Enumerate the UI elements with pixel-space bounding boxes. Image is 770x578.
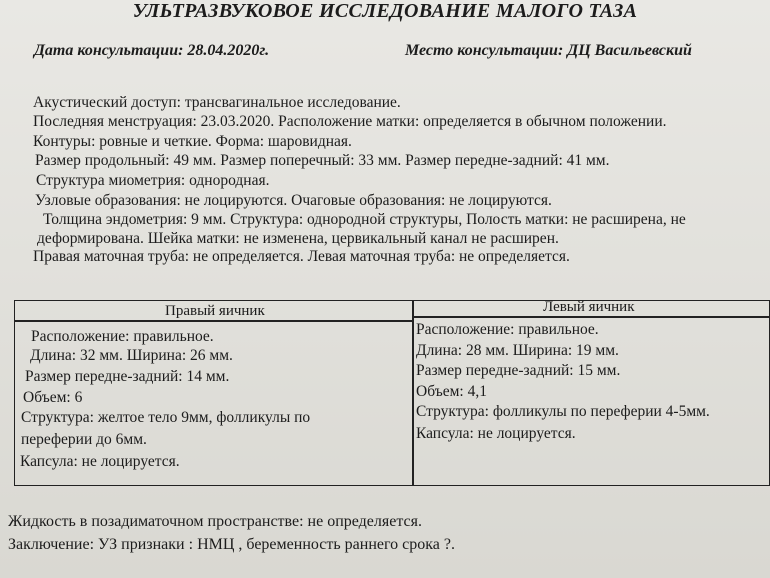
right-ovary-line: Длина: 32 мм. Ширина: 26 мм.	[30, 347, 233, 364]
finding-line: Последняя менструация: 23.03.2020. Расположение матки: определяется в обычном положении.	[33, 113, 667, 130]
left-ovary-line: Объем: 4,1	[416, 383, 487, 400]
table-header-divider-right	[412, 316, 770, 318]
finding-line: Размер продольный: 49 мм. Размер поперечный: 33 мм. Размер передне-задний: 41 мм.	[35, 152, 610, 169]
left-ovary-line: Расположение: правильное.	[416, 321, 599, 338]
finding-line: Правая маточная труба: не определяется. Левая маточная труба: не определяется.	[33, 248, 570, 265]
table-header-divider-left	[15, 320, 412, 322]
finding-line: Акустический доступ: трансвагинальное исследование.	[33, 94, 401, 111]
right-ovary-line: Объем: 6	[23, 389, 83, 406]
finding-line: Узловые образования: не лоцируются. Очаговые образования: не лоцируются.	[35, 192, 552, 209]
fluid-finding: Жидкость в позадиматочном пространстве: не определяется.	[8, 513, 422, 530]
ovary-table	[14, 300, 770, 486]
finding-line: Структура миометрия: однородная.	[36, 172, 270, 189]
consultation-date: Дата консультации: 28.04.2020г.	[34, 42, 270, 59]
right-ovary-line: Расположение: правильное.	[31, 328, 214, 345]
finding-line: Толщина эндометрия: 9 мм. Структура: однородной структуры, Полость матки: не расширена, не	[43, 211, 686, 228]
right-ovary-header: Правый яичник	[165, 303, 265, 319]
right-ovary-line: Структура: желтое тело 9мм, фолликулы по	[21, 409, 311, 426]
left-ovary-line: Капсула: не лоцируется.	[416, 425, 576, 442]
finding-line: Контуры: ровные и четкие. Форма: шаровидная.	[33, 133, 352, 150]
right-ovary-line: Размер передне-задний: 14 мм.	[25, 368, 230, 385]
consultation-place: Место консультации: ДЦ Васильевский	[405, 42, 692, 59]
finding-line: деформирована. Шейка матки: не изменена, цервикальный канал не расширен.	[37, 230, 559, 247]
right-ovary-line: Капсула: не лоцируется.	[20, 453, 180, 470]
table-column-divider	[412, 301, 414, 485]
left-ovary-line: Длина: 28 мм. Ширина: 19 мм.	[416, 342, 619, 359]
conclusion: Заключение: УЗ признаки : НМЦ , беременность раннего срока ?.	[8, 536, 455, 553]
left-ovary-line: Размер передне-задний: 15 мм.	[416, 362, 621, 379]
left-ovary-header: Левый яичник	[543, 299, 635, 315]
left-ovary-line: Структура: фолликулы по переферии 4-5мм.	[416, 403, 710, 420]
report-title: УЛЬТРАЗВУКОВОЕ ИССЛЕДОВАНИЕ МАЛОГО ТАЗА	[132, 0, 638, 22]
right-ovary-line: переферии до 6мм.	[21, 431, 147, 448]
